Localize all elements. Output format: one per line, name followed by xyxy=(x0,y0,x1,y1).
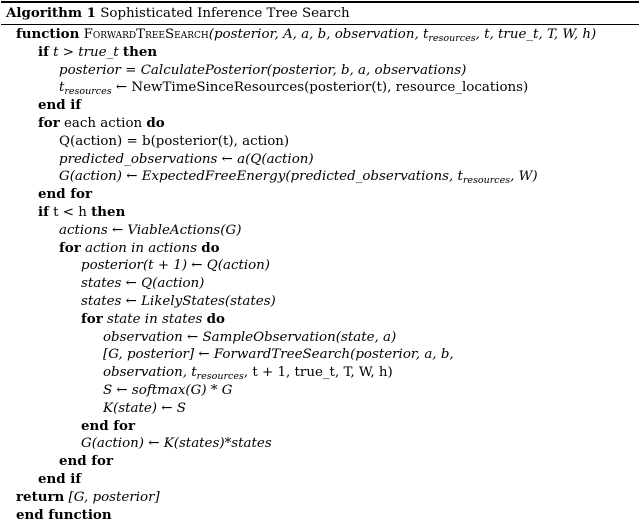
line-if-1 xyxy=(38,44,157,62)
line-14: posterior(t + 1) ← Q(action) xyxy=(81,258,271,274)
line-return: return [G, posterior] xyxy=(16,488,160,505)
line-4: $t_{resources}$ ← NewTimeSinceResources(posterior(t), resource_locations) xyxy=(59,80,529,98)
line-for-2: for action in actions do xyxy=(59,239,220,256)
caption-rule xyxy=(1,24,639,25)
kw-then: then xyxy=(122,43,158,60)
algorithm-caption xyxy=(6,4,350,23)
line-9: G(action) ← ExpectedFreeEnergy(predicted_observations, $t_{resources}$, W) xyxy=(59,169,538,187)
line-end-if-1: end if xyxy=(38,97,82,114)
line-20: observation, $t_{resources}$, t + 1, true_t, T, W, h) xyxy=(103,365,393,383)
line-19: [G, posterior] ← ForwardTreeSearch(posterior, a, b, xyxy=(103,347,454,363)
line-for-3: for state in states do xyxy=(81,310,225,327)
line-end-for-1: end for xyxy=(38,186,93,203)
line-end-function: end function xyxy=(16,506,112,523)
line-end-for-3: end for xyxy=(81,417,136,434)
function-args-sub: resources xyxy=(428,33,476,44)
line-end-if-2: end if xyxy=(38,471,82,487)
if-condition-1: t > true_t xyxy=(48,44,123,60)
function-name: ForwardTreeSearch xyxy=(83,27,209,42)
top-rule xyxy=(1,1,639,3)
kw-function: function xyxy=(16,26,80,42)
line-21: S ← softmax(G) * G xyxy=(103,383,233,398)
kw-if: if xyxy=(38,43,49,60)
line-end-for-2: end for xyxy=(59,453,114,470)
function-args: (posterior, A, a, b, observation, t xyxy=(208,27,429,42)
line-for-1: for each action do xyxy=(38,115,165,131)
line-8: predicted_observations ← a(Q(action) xyxy=(59,151,314,167)
caption-title: Sophisticated Inference Tree Search xyxy=(100,6,350,21)
line-12: actions ← ViableActions(G) xyxy=(59,222,242,238)
line-24: G(action) ← K(states)*states xyxy=(81,436,272,452)
line-3: posterior = CalculatePosterior(posterior, b, a, observations) xyxy=(59,62,467,78)
line-16: states ← LikelyStates(states) xyxy=(81,294,276,309)
line-15: states ← Q(action) xyxy=(81,276,205,292)
line-if-2: if t < h then xyxy=(38,204,126,220)
line-7: Q(action) = b(posterior(t), action) xyxy=(59,133,290,149)
line-22: K(state) ← S xyxy=(103,400,186,416)
line-18: observation ← SampleObservation(state, a) xyxy=(103,329,397,345)
caption-label: Algorithm 1 xyxy=(6,5,96,21)
function-args-end: , t, true_t, T, W, h) xyxy=(475,27,597,42)
line-function xyxy=(16,26,596,44)
